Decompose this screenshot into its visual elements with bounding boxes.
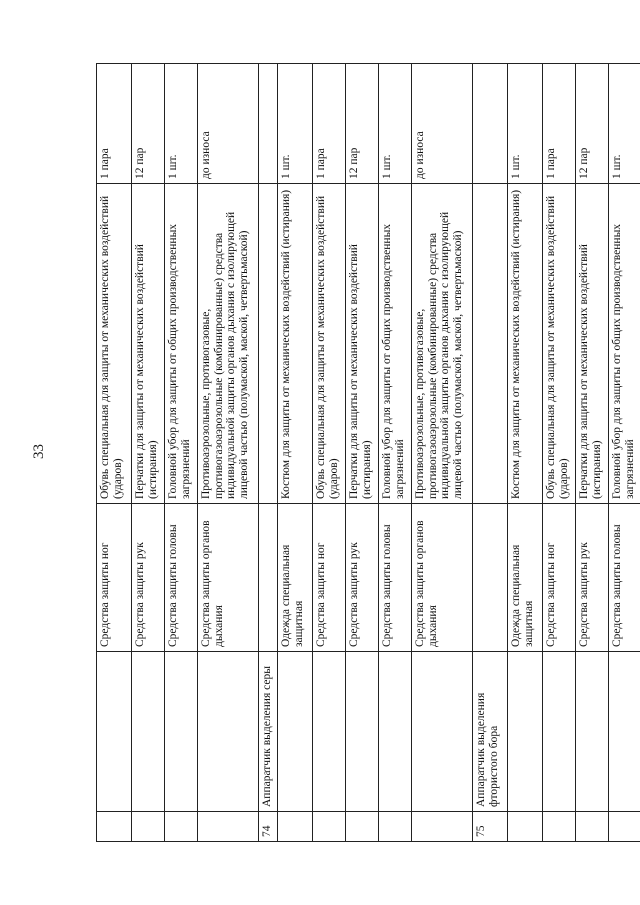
profession-name (198, 652, 259, 812)
row-number: 74 (259, 812, 278, 842)
issue-norm: 1 шт. (278, 64, 313, 184)
profession-name (313, 652, 346, 812)
row-number (278, 812, 313, 842)
table-row (97, 64, 132, 842)
issue-norm: 1 пара (313, 64, 346, 184)
issue-norm (473, 64, 508, 184)
ppe-type: Средства защиты головы (609, 504, 640, 652)
row-number (198, 812, 259, 842)
ppe-description: Головной убор для защиты от общих производственных загрязнений (609, 184, 640, 504)
profession-name: Аппаратчик выделения серы (259, 652, 278, 812)
row-number (508, 812, 543, 842)
ppe-type: Средства защиты ног (543, 504, 576, 652)
row-number (412, 812, 473, 842)
row-number (379, 812, 412, 842)
issue-norm (259, 64, 278, 184)
row-number (346, 812, 379, 842)
row-number (576, 812, 609, 842)
profession-name (543, 652, 576, 812)
ppe-description: Обувь специальная для защиты от механических воздействий (ударов) (543, 184, 576, 504)
issue-norm: 1 пара (97, 64, 132, 184)
page-number: 33 (31, 444, 47, 459)
row-number (165, 812, 198, 842)
issue-norm: 1 шт. (165, 64, 198, 184)
profession-name (412, 652, 473, 812)
issue-norm: 12 пар (132, 64, 165, 184)
ppe-description: Обувь специальная для защиты от механических воздействий (ударов) (97, 184, 132, 504)
ppe-description: Перчатки для защиты от механических воздействий (истирания) (576, 184, 609, 504)
ppe-description: Противоаэрозольные, противогазовые, противогазоаэрозольные (комбинированные) средства индивидуальной защиты органов дыхания с изолирующей лицевой частью (полумаской, маской, четвертьмаской) (198, 184, 259, 504)
profession-name (346, 652, 379, 812)
row-number (313, 812, 346, 842)
profession-name (278, 652, 313, 812)
ppe-type: Одежда специальная защитная (278, 504, 313, 652)
table-row (379, 64, 412, 842)
profession-name (97, 652, 132, 812)
row-number: 75 (473, 812, 508, 842)
ppe-type: Средства защиты ног (97, 504, 132, 652)
ppe-type: Одежда специальная защитная (508, 504, 543, 652)
issue-norm: 1 шт. (609, 64, 640, 184)
issue-norm: до износа (198, 64, 259, 184)
profession-name (379, 652, 412, 812)
table-row (473, 64, 508, 842)
row-number (609, 812, 640, 842)
table-row (543, 64, 576, 842)
table-row (259, 64, 278, 842)
ppe-description: Головной убор для защиты от общих производственных загрязнений (165, 184, 198, 504)
issue-norm: 1 пара (543, 64, 576, 184)
ppe-description: Перчатки для защиты от механических воздействий (истирания) (346, 184, 379, 504)
table-row (412, 64, 473, 842)
profession-name (609, 652, 640, 812)
ppe-description: Перчатки для защиты от механических воздействий (истирания) (132, 184, 165, 504)
ppe-description (259, 184, 278, 504)
ppe-type: Средства защиты головы (379, 504, 412, 652)
row-number (132, 812, 165, 842)
ppe-type: Средства защиты рук (346, 504, 379, 652)
issue-norm: до износа (412, 64, 473, 184)
ppe-description: Костюм для защиты от механических воздействий (истирания) (278, 184, 313, 504)
ppe-type (259, 504, 278, 652)
profession-name (132, 652, 165, 812)
ppe-description (473, 184, 508, 504)
profession-name: Аппаратчик выделения фтористого бора (473, 652, 508, 812)
ppe-description: Головной убор для защиты от общих производственных загрязнений (379, 184, 412, 504)
ppe-norms-table (96, 63, 640, 842)
table-row (198, 64, 259, 842)
table-row (165, 64, 198, 842)
ppe-description: Костюм для защиты от механических воздействий (истирания) (508, 184, 543, 504)
table-row (278, 64, 313, 842)
table-row (609, 64, 640, 842)
ppe-type: Средства защиты органов дыхания (412, 504, 473, 652)
issue-norm: 12 пар (576, 64, 609, 184)
table-row (313, 64, 346, 842)
ppe-description: Обувь специальная для защиты от механических воздействий (ударов) (313, 184, 346, 504)
table-row (132, 64, 165, 842)
table-row (346, 64, 379, 842)
row-number (543, 812, 576, 842)
ppe-type: Средства защиты рук (132, 504, 165, 652)
profession-name (508, 652, 543, 812)
issue-norm: 1 шт. (508, 64, 543, 184)
ppe-type (473, 504, 508, 652)
ppe-type: Средства защиты ног (313, 504, 346, 652)
issue-norm: 12 пар (346, 64, 379, 184)
row-number (97, 812, 132, 842)
issue-norm: 1 шт. (379, 64, 412, 184)
ppe-type: Средства защиты органов дыхания (198, 504, 259, 652)
ppe-type: Средства защиты рук (576, 504, 609, 652)
profession-name (165, 652, 198, 812)
table-row (508, 64, 543, 842)
table-row (576, 64, 609, 842)
ppe-type: Средства защиты головы (165, 504, 198, 652)
profession-name (576, 652, 609, 812)
ppe-description: Противоаэрозольные, противогазовые, противогазоаэрозольные (комбинированные) средства индивидуальной защиты органов дыхания с изолирующей лицевой частью (полумаской, маской, четвертьмаской) (412, 184, 473, 504)
rotated-table-container (96, 64, 636, 842)
